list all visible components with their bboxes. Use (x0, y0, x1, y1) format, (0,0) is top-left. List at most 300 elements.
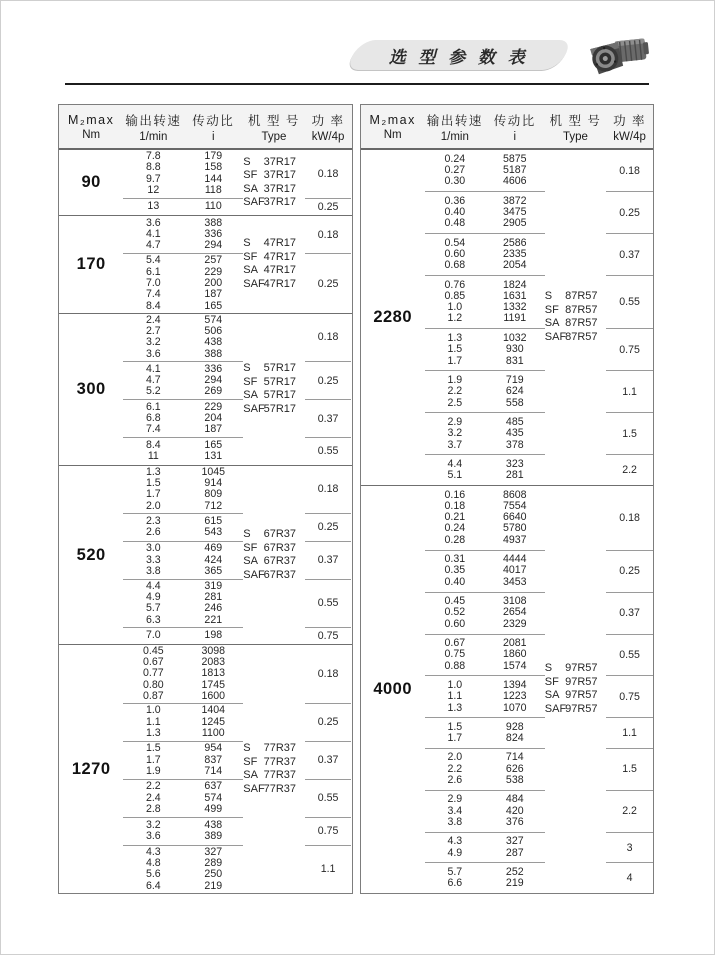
speed-ratio-subgroup (425, 862, 545, 893)
speed-value: 1.1 (145, 715, 161, 728)
data-row (425, 764, 545, 775)
type-line (243, 783, 304, 797)
power-column (305, 466, 352, 644)
power-value: 0.75 (317, 825, 339, 838)
type-prefix: SAF (243, 782, 265, 795)
data-row (123, 218, 243, 229)
parameter-tables (58, 104, 654, 894)
header-col-speed-label: 输出转速 (125, 113, 182, 128)
power-column (305, 645, 352, 893)
speed-value: 2.6 (447, 774, 463, 787)
power-cell (305, 216, 352, 253)
type-prefix: SAF (243, 402, 265, 415)
ratio-value: 1332 (502, 301, 527, 314)
speed-ratio-subgroup (123, 198, 243, 216)
power-value: 2.2 (622, 464, 637, 477)
speed-value: 1.7 (447, 354, 463, 367)
data-row (425, 661, 545, 672)
power-cell (305, 150, 352, 198)
table-body (59, 150, 352, 893)
type-prefix: SF (243, 375, 258, 388)
power-value: 0.55 (619, 296, 640, 309)
data-row (123, 592, 243, 603)
ratio-value: 5187 (502, 163, 527, 176)
ratio-value: 824 (505, 732, 524, 745)
type-prefix: S (243, 155, 251, 168)
type-line (545, 676, 606, 690)
data-row (123, 717, 243, 728)
power-value: 0.55 (619, 648, 640, 661)
speed-value: 4.1 (145, 362, 161, 375)
speed-ratio-subgroup (425, 370, 545, 412)
power-cell (305, 253, 352, 312)
ratio-value: 2081 (502, 637, 527, 650)
ratio-value: 165 (204, 439, 223, 452)
ratio-value: 1223 (502, 690, 527, 703)
type-line (243, 183, 304, 197)
speed-ratio-subgroup (425, 832, 545, 863)
power-value: 0.75 (619, 690, 640, 703)
data-row (123, 326, 243, 337)
speed-value: 0.88 (444, 659, 466, 672)
speed-ratio-subgroup (123, 741, 243, 779)
m2max-value: 1270 (71, 759, 111, 778)
speed-value: 1.9 (145, 765, 161, 778)
type-cell (243, 466, 304, 644)
power-cell (606, 191, 653, 233)
power-value: 0.18 (317, 483, 339, 496)
speed-value: 2.9 (447, 415, 463, 428)
torque-group-520 (59, 465, 352, 644)
type-prefix: S (243, 237, 251, 250)
type-model: 77R37 (263, 769, 297, 782)
speed-value: 0.87 (143, 690, 164, 702)
power-value: 0.37 (619, 248, 640, 261)
data-row (123, 581, 243, 592)
speed-value: 1.5 (145, 742, 161, 755)
speed-ratio-subgroup (123, 466, 243, 513)
speed-ratio-column (123, 314, 243, 465)
type-prefix: SF (544, 675, 559, 688)
type-line (243, 542, 304, 556)
header-col-type-unit: Type (562, 130, 588, 143)
data-row (425, 775, 545, 786)
speed-value: 0.67 (444, 637, 466, 650)
power-value: 0.25 (317, 716, 339, 729)
table-body (361, 150, 654, 893)
ratio-value: 5780 (502, 522, 527, 535)
speed-value: 0.77 (143, 667, 164, 680)
data-row (425, 313, 545, 324)
speed-value: 5.2 (145, 385, 161, 398)
data-row (425, 619, 545, 630)
type-model: 97R57 (565, 702, 598, 715)
type-model: 87R57 (565, 303, 598, 316)
speed-value: 3.8 (447, 816, 463, 828)
type-prefix: SAF (243, 277, 265, 290)
header-col-ratio-unit: i (211, 130, 215, 143)
ratio-value: 1745 (201, 678, 226, 691)
type-line (545, 662, 606, 676)
type-prefix: SF (243, 541, 258, 554)
speed-ratio-subgroup (123, 645, 243, 703)
ratio-value: 712 (204, 499, 223, 512)
ratio-value: 1631 (502, 289, 527, 302)
ratio-value: 246 (204, 602, 223, 615)
speed-value: 8.4 (145, 299, 161, 312)
speed-value: 2.6 (145, 526, 161, 539)
data-row (123, 555, 243, 566)
ratio-value: 4606 (502, 175, 527, 188)
speed-value: 0.40 (444, 575, 466, 588)
power-column (606, 150, 653, 485)
header-col-power-label: 功 率 (613, 113, 647, 128)
type-line (243, 251, 304, 265)
power-cell (305, 314, 352, 361)
speed-value: 3.6 (145, 830, 161, 843)
power-value: 0.18 (317, 331, 339, 344)
data-row (123, 680, 243, 691)
ratio-value: 131 (204, 450, 223, 463)
header-col-ratio-label: 传动比 (192, 113, 235, 128)
m2max-value: 2280 (373, 307, 413, 326)
speed-value: 1.9 (447, 373, 463, 386)
type-cell (545, 150, 606, 485)
speed-value: 7.0 (145, 629, 161, 642)
speed-value: 2.7 (145, 325, 161, 338)
power-cell (606, 233, 653, 275)
type-model: 67R37 (263, 568, 297, 581)
speed-value: 0.60 (444, 247, 466, 260)
type-model: 67R37 (263, 528, 297, 541)
type-prefix: SA (544, 689, 560, 702)
ratio-value: 424 (204, 553, 223, 566)
power-cell (606, 412, 653, 454)
data-row (123, 781, 243, 792)
ratio-value: 930 (505, 343, 524, 356)
ratio-value: 2083 (201, 656, 226, 669)
power-cell (305, 703, 352, 741)
type-prefix: SA (243, 769, 258, 782)
data-row (123, 668, 243, 679)
type-prefix: S (544, 662, 553, 675)
data-row (425, 375, 545, 386)
speed-ratio-subgroup (123, 437, 243, 465)
type-model: 67R37 (263, 555, 297, 568)
type-model: 87R57 (565, 330, 598, 343)
ratio-value: 327 (505, 835, 524, 848)
speed-ratio-subgroup (123, 779, 243, 817)
speed-value: 1.0 (447, 678, 463, 691)
type-prefix: SF (544, 303, 559, 316)
data-row (425, 722, 545, 733)
gear-motor-image (585, 33, 655, 77)
ratio-value: 626 (505, 762, 524, 775)
ratio-value: 294 (204, 373, 223, 386)
data-row (123, 615, 243, 626)
power-value: 1.1 (622, 385, 637, 398)
type-cell (243, 645, 304, 893)
parameter-table-left (58, 104, 353, 894)
ratio-value: 165 (204, 299, 223, 312)
power-cell (305, 845, 352, 893)
speed-value: 0.28 (444, 533, 466, 546)
power-value: 0.25 (317, 374, 339, 387)
header-col-type (545, 105, 606, 148)
speed-value: 8.4 (145, 439, 161, 452)
speed-value: 2.4 (145, 791, 161, 804)
type-prefix: SA (243, 182, 258, 195)
speed-value: 1.5 (447, 343, 463, 356)
speed-value: 12 (147, 184, 160, 197)
power-column (305, 216, 352, 313)
type-prefix: SA (243, 264, 258, 277)
type-line (243, 742, 304, 756)
speed-ratio-subgroup (425, 412, 545, 454)
ratio-value: 2054 (502, 259, 527, 272)
power-value: 0.25 (317, 277, 339, 290)
speed-value: 0.40 (444, 205, 466, 218)
header-col-ratio (183, 105, 243, 148)
speed-value: 3.7 (447, 438, 463, 451)
type-model: 37R17 (263, 155, 297, 168)
ratio-value: 336 (204, 362, 223, 375)
ratio-value: 204 (204, 411, 223, 424)
header-col-power (305, 105, 352, 148)
data-row (123, 402, 243, 413)
type-line (243, 169, 304, 183)
type-line (243, 156, 304, 170)
ratio-value: 1191 (503, 312, 527, 325)
header-col-speed (425, 105, 485, 148)
power-value: 0.18 (619, 164, 640, 177)
ratio-value: 118 (204, 184, 222, 197)
type-model: 97R57 (565, 662, 598, 675)
data-row (123, 516, 243, 527)
ratio-value: 1032 (502, 331, 527, 344)
power-column (305, 150, 352, 215)
speed-value: 2.9 (447, 793, 463, 806)
ratio-value: 389 (204, 830, 223, 843)
type-cell (243, 216, 304, 313)
power-value: 0.37 (317, 554, 339, 567)
type-line (545, 290, 606, 304)
type-model: 87R57 (565, 290, 598, 303)
speed-value: 4.4 (447, 457, 463, 470)
speed-value: 4.3 (447, 835, 463, 848)
speed-value: 0.21 (444, 511, 466, 524)
ratio-value: 1394 (502, 678, 527, 691)
data-row (123, 831, 243, 842)
speed-value: 3.4 (447, 804, 463, 817)
ratio-value: 221 (204, 613, 223, 626)
ratio-value: 574 (204, 791, 223, 804)
m2max-value: 520 (76, 545, 106, 564)
power-value: 1.5 (622, 427, 637, 440)
type-model: 37R17 (263, 182, 297, 195)
speed-value: 1.1 (447, 690, 463, 703)
data-row (425, 344, 545, 355)
speed-value: 0.48 (444, 217, 466, 230)
type-line (545, 331, 606, 345)
type-cell (545, 486, 606, 893)
power-value: 1.5 (622, 763, 637, 776)
speed-ratio-subgroup (425, 634, 545, 676)
torque-group-2280 (361, 150, 654, 485)
type-line (243, 237, 304, 251)
data-row (123, 151, 243, 162)
speed-ratio-subgroup (123, 361, 243, 399)
type-prefix: SAF (544, 330, 567, 343)
type-line (243, 569, 304, 583)
speed-value: 0.85 (444, 289, 466, 302)
speed-value: 7.4 (145, 423, 161, 436)
speed-ratio-subgroup (123, 627, 243, 644)
speed-ratio-column (425, 150, 545, 485)
type-prefix: S (243, 742, 251, 755)
power-value: 0.37 (619, 607, 640, 620)
speed-value: 0.54 (444, 236, 466, 249)
power-cell (606, 592, 653, 634)
power-cell (305, 198, 352, 216)
ratio-value: 714 (204, 765, 223, 778)
data-row (123, 820, 243, 831)
ratio-value: 928 (505, 720, 524, 733)
speed-value: 2.5 (447, 396, 463, 409)
m2max-value: 90 (81, 173, 101, 192)
ratio-value: 543 (204, 526, 223, 539)
table-header (59, 105, 352, 150)
power-value: 0.18 (317, 228, 339, 241)
speed-value: 0.76 (444, 278, 466, 291)
type-prefix: SAF (243, 568, 265, 581)
data-row (123, 240, 243, 251)
speed-ratio-subgroup (425, 486, 545, 550)
type-prefix: SF (243, 169, 258, 182)
power-value: 1.1 (622, 727, 637, 740)
data-row (425, 386, 545, 397)
ratio-value: 831 (505, 354, 524, 367)
type-model: 67R37 (263, 541, 297, 554)
power-value: 0.25 (619, 565, 640, 578)
speed-value: 6.4 (145, 879, 161, 892)
ratio-value: 637 (204, 780, 223, 793)
data-row (123, 451, 243, 462)
speed-value: 4.1 (145, 228, 161, 241)
speed-value: 2.0 (447, 751, 463, 764)
ratio-value: 219 (505, 877, 524, 890)
speed-ratio-subgroup (425, 748, 545, 790)
m2max-value: 170 (76, 254, 106, 273)
ratio-value: 3108 (502, 595, 527, 608)
ratio-value: 2329 (502, 617, 527, 630)
page-title: 选 型 参 数 表 (389, 47, 529, 67)
ratio-value: 6640 (502, 511, 527, 524)
ratio-value: 484 (505, 793, 524, 806)
data-row (425, 794, 545, 805)
ratio-value: 2586 (502, 236, 527, 249)
power-cell (606, 550, 653, 592)
ratio-value: 2335 (502, 247, 527, 260)
type-model: 57R17 (263, 402, 297, 415)
speed-ratio-subgroup (123, 845, 243, 893)
ratio-value: 336 (204, 228, 223, 241)
header-col-torque-label: M₂max (369, 112, 416, 127)
data-row (123, 489, 243, 500)
speed-ratio-subgroup (425, 790, 545, 832)
data-row (123, 869, 243, 880)
ratio-value: 3453 (502, 575, 527, 588)
header-col-speed (123, 105, 183, 148)
data-row (123, 527, 243, 538)
header-col-torque-label: M₂max (67, 112, 115, 127)
data-row (425, 333, 545, 344)
header-col-type-label: 机 型 号 (549, 113, 602, 128)
speed-value: 1.5 (145, 477, 161, 490)
ratio-value: 144 (204, 172, 223, 185)
ratio-value: 110 (204, 200, 222, 213)
power-value: 0.18 (317, 668, 339, 681)
ratio-value: 420 (505, 804, 524, 817)
power-cell (606, 790, 653, 832)
speed-value: 0.31 (444, 553, 466, 566)
speed-ratio-subgroup (123, 150, 243, 198)
data-row (123, 804, 243, 815)
speed-value: 2.2 (447, 385, 463, 398)
power-value: 0.55 (317, 597, 339, 610)
ratio-value: 323 (505, 457, 524, 470)
speed-ratio-subgroup (123, 253, 243, 312)
power-value: 0.25 (317, 521, 339, 534)
ratio-value: 200 (204, 276, 223, 289)
speed-value: 3.0 (145, 542, 161, 555)
data-row (425, 649, 545, 660)
speed-value: 8.8 (145, 161, 161, 174)
ratio-value: 719 (505, 373, 524, 386)
speed-value: 3.8 (145, 564, 161, 577)
ratio-value: 624 (505, 385, 524, 398)
ratio-value: 4017 (502, 564, 527, 577)
power-cell (606, 748, 653, 790)
data-row (123, 424, 243, 435)
power-value: 0.75 (317, 630, 339, 643)
type-line (243, 389, 304, 403)
ratio-value: 289 (204, 857, 223, 870)
data-row (425, 218, 545, 229)
data-row (425, 806, 545, 817)
data-row (425, 691, 545, 702)
speed-value: 1.3 (145, 727, 161, 740)
data-row (123, 755, 243, 766)
data-row (123, 364, 243, 375)
ratio-value: 229 (204, 265, 223, 278)
power-value: 0.18 (317, 167, 339, 180)
speed-value: 0.68 (444, 259, 466, 272)
power-cell (606, 454, 653, 485)
power-cell (305, 645, 352, 703)
speed-ratio-subgroup (425, 328, 545, 370)
header-col-power-unit: kW/4p (613, 130, 646, 143)
type-line (545, 317, 606, 331)
data-row (425, 260, 545, 271)
speed-value: 3.2 (447, 427, 463, 440)
speed-value: 1.3 (447, 331, 463, 344)
speed-value: 5.7 (145, 602, 161, 615)
type-line (243, 264, 304, 278)
type-model: 77R37 (263, 742, 297, 755)
data-row (123, 743, 243, 754)
power-value: 4 (626, 872, 633, 885)
